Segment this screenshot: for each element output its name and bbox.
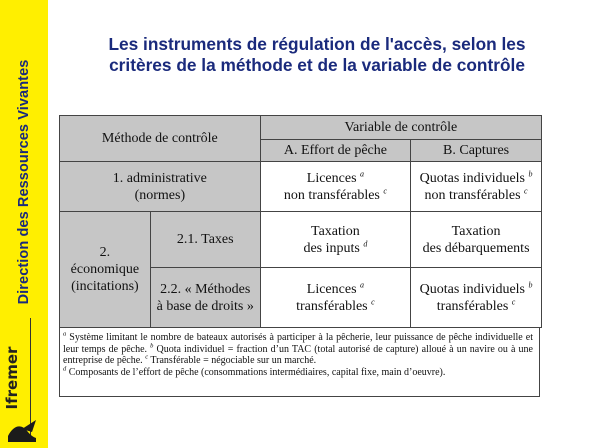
footnote-a-mark: a xyxy=(63,330,67,338)
row22-b-sup2: c xyxy=(511,296,516,306)
row21-col-b xyxy=(411,212,542,268)
slide-title-line-1: Les instruments de régulation de l'accès, selon les xyxy=(108,34,526,54)
row1-a-sup2: c xyxy=(383,185,387,195)
footnote-b-mark: b xyxy=(150,342,154,350)
row1-col-b xyxy=(411,162,542,212)
row21-b-line2: des débarquements xyxy=(422,240,530,256)
footnote-d-mark: d xyxy=(63,365,67,373)
row22-label-line1: 2.2. « Méthodes xyxy=(160,281,251,297)
group2-label-line2: économique xyxy=(70,262,140,277)
regulation-table xyxy=(59,115,542,328)
row22-a-sup2: c xyxy=(371,296,375,306)
row22-a-line2: transférables xyxy=(296,298,368,314)
row22-a-line1: Licences xyxy=(306,281,357,297)
row22-label xyxy=(150,268,260,328)
header-method: Méthode de contrôle xyxy=(60,116,261,162)
row21-a-line1: Taxation xyxy=(311,223,360,239)
footnote-d xyxy=(63,367,533,379)
header-col-b: B. Captures xyxy=(411,140,542,162)
row22-a-sup1: a xyxy=(360,279,365,289)
group2-label-line1: 2. xyxy=(99,245,111,260)
row1-label xyxy=(60,162,261,212)
row21-a-sup2: d xyxy=(363,238,368,248)
row21-label: 2.1. Taxes xyxy=(150,212,260,268)
ifremer-logo-text: Ifremer xyxy=(3,346,21,410)
header-variable: Variable de contrôle xyxy=(260,116,541,140)
footnote-b-text: Quota individuel = fraction d’un TAC (total autorisé de capture) alloué à un navire ou à une entreprise de pêche. xyxy=(63,343,533,366)
row22-col-a xyxy=(260,268,410,328)
row1-label-line2: (normes) xyxy=(134,187,186,203)
row22-b-line2: transférables xyxy=(436,298,509,314)
footnote-c-text: Transférable = négociable sur un marché. xyxy=(148,355,317,366)
row1-b-sup2: c xyxy=(524,185,528,195)
row22-b-line1: Quotas individuels xyxy=(419,281,526,297)
footnotes xyxy=(59,327,540,397)
row1-a-sup1: a xyxy=(360,168,365,178)
row21-b-line1: Taxation xyxy=(451,223,501,239)
row21-col-a xyxy=(260,212,410,268)
row1-b-sup1: b xyxy=(528,168,533,178)
row1-a-line2: non transférables xyxy=(283,187,380,203)
group2-label-line3: (incitations) xyxy=(71,279,139,294)
sidebar-title: Direction des Ressources Vivantes xyxy=(16,59,32,305)
row1-col-a xyxy=(260,162,410,212)
row22-label-line2: à base de droits » xyxy=(156,298,254,314)
row22-b-sup1: b xyxy=(528,279,533,289)
footnote-a-text: Système limitant le nombre de bateaux autorisés à participer à la pêcherie, leur puissance de pêche individuelle et leur temps de pêche. xyxy=(63,332,533,355)
slide-title-line-2: critères de la méthode et de la variable de contrôle xyxy=(109,55,525,75)
row21-a-line2: des inputs xyxy=(303,240,360,256)
footnote-abc xyxy=(63,332,533,367)
header-col-a: A. Effort de pêche xyxy=(260,140,410,162)
row1-label-line1: 1. administrative xyxy=(112,170,207,186)
row1-b-line2: non transférables xyxy=(424,187,521,203)
row1-a-line1: Licences xyxy=(306,170,357,186)
row22-col-b xyxy=(411,268,542,328)
slide-title xyxy=(62,34,572,76)
sidebar xyxy=(0,0,48,448)
group2-label xyxy=(60,212,151,328)
row1-b-line1: Quotas individuels xyxy=(419,170,526,186)
footnote-c-mark: c xyxy=(145,353,149,361)
footnote-d-text: Composants de l’effort de pêche (consommations intermédiaires, capital fixe, main d’oeuvre). xyxy=(66,366,446,378)
